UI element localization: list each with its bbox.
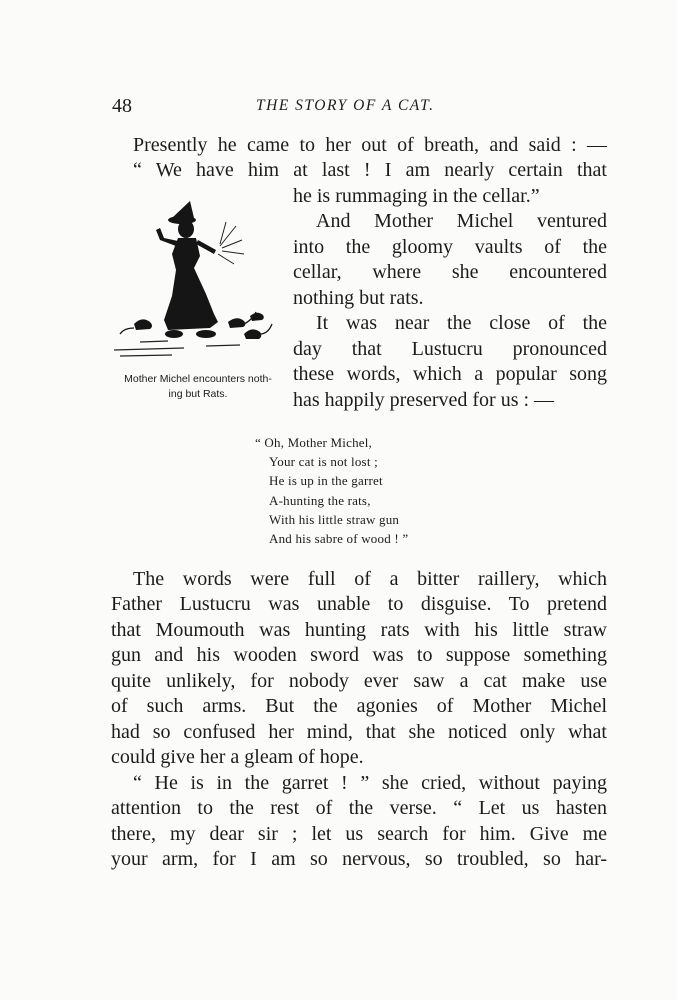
text-line: into the gloomy vaults of the [293, 236, 607, 258]
page-header [112, 95, 607, 121]
verse-line: And his sabre of wood ! ” [269, 531, 409, 547]
text-line: quite unlikely, for nobody ever saw a cat make use [111, 670, 607, 692]
text-line: of such arms. But the agonies of Mother Michel [111, 695, 607, 717]
text-line: there, my dear sir ; let us search for him. Give me [111, 823, 607, 845]
verse-line: “ Oh, Mother Michel, [255, 435, 373, 450]
text-line: And Mother Michel ventured [316, 210, 607, 232]
verse-line: With his little straw gun [269, 511, 400, 527]
text-line: Father Lustucru was unable to disguise. To pretend [111, 593, 607, 615]
illustration-mother-michel [110, 196, 286, 362]
text-line: your arm, for I am so nervous, so troubled, so har- [111, 848, 607, 870]
figure-caption [108, 372, 288, 402]
text-line: Presently he came to her out of breath, and said : — [133, 134, 607, 156]
text-line: attention to the rest of the verse. “ Let us hasten [111, 797, 607, 819]
text-line: day that Lustucru pronounced [293, 338, 607, 360]
running-title: THE STORY OF A CAT. [256, 97, 435, 114]
text-line: It was near the close of the [316, 312, 607, 334]
text-line: nothing but rats. [293, 287, 424, 309]
text-line: has happily preserved for us : — [293, 389, 555, 411]
caption-line: Mother Michel encounters noth- [124, 373, 272, 385]
text-line: “ He is in the garret ! ” she cried, without paying [133, 772, 607, 794]
verse [255, 433, 408, 548]
text-line: these words, which a popular song [293, 363, 607, 385]
verse-line: He is up in the garret [269, 473, 383, 489]
text-line: cellar, where she encountered [293, 261, 607, 283]
verse-line: A-hunting the rats, [269, 492, 371, 508]
text-line: gun and his wooden sword was to suppose something [111, 644, 607, 666]
text-line: that Moumouth was hunting rats with his little straw [111, 619, 607, 641]
text-line: he is rummaging in the cellar.” [293, 185, 540, 207]
caption-line: ing but Rats. [168, 388, 228, 400]
text-line: The words were full of a bitter raillery, which [133, 568, 607, 590]
text-line: had so confused her mind, that she noticed only what [111, 721, 607, 743]
page-number: 48 [112, 95, 132, 117]
text-line: “ We have him at last ! I am nearly certain that [133, 159, 607, 181]
verse-line: Your cat is not lost ; [269, 454, 378, 470]
text-line: could give her a gleam of hope. [111, 746, 364, 768]
